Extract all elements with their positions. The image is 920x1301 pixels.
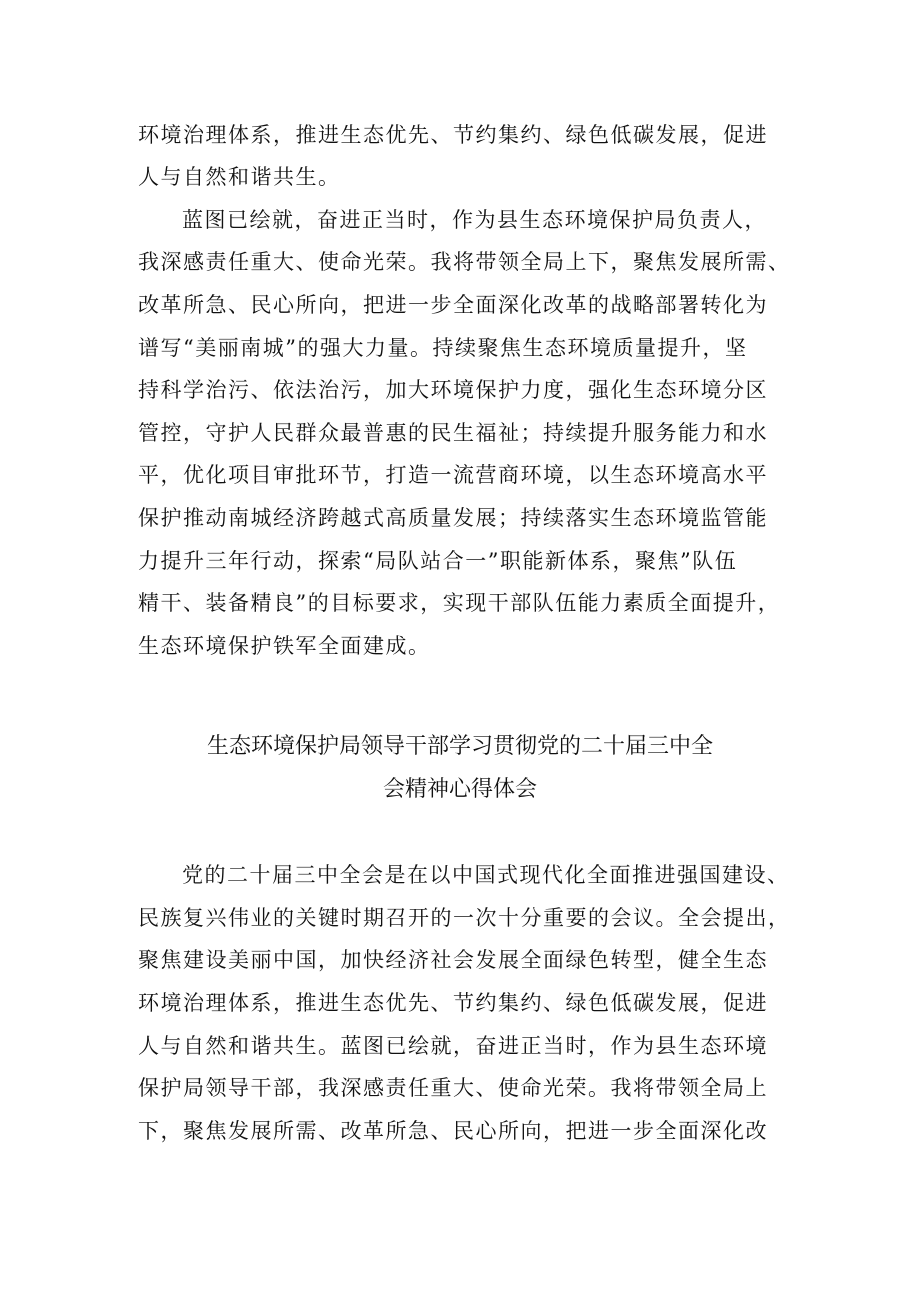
body-text-line: 环境治理体系，推进生态优先、节约集约、绿色低碳发展，促进 — [138, 123, 768, 147]
body-text-line: 精干、装备精良”的目标要求，实现干部队伍能力素质全面提升， — [138, 591, 781, 615]
body-text-line: 环境治理体系，推进生态优先、节约集约、绿色低碳发展，促进 — [138, 991, 768, 1015]
body-text-line: 改革所急、民心所向，把进一步全面深化改革的战略部署转化为 — [138, 293, 768, 317]
body-text-line: 平，优化项目审批环节，打造一流营商环境，以生态环境高水平 — [138, 463, 768, 487]
paragraph-start-line: 党的二十届三中全会是在以中国式现代化全面推进强国建设、 — [182, 863, 790, 887]
article-title-line-1: 生态环境保护局领导干部学习贯彻党的二十届三中全 — [206, 734, 713, 759]
body-text-line: 我深感责任重大、使命光荣。我将带领全局上下，聚焦发展所需、 — [138, 250, 791, 274]
body-text-line: 力提升三年行动，探索“局队站合一”职能新体系，聚焦”队伍 — [138, 549, 738, 573]
body-text-line: 民族复兴伟业的关键时期召开的一次十分重要的会议。全会提出， — [138, 906, 791, 930]
body-text-line: 人与自然和谐共生。蓝图已绘就，奋进正当时，作为县生态环境 — [138, 1034, 768, 1058]
body-text-line: 保护推动南城经济跨越式高质量发展；持续落实生态环境监管能 — [138, 506, 768, 530]
paragraph-start-line: 蓝图已绘就，奋进正当时，作为县生态环境保护局负责人， — [182, 208, 767, 232]
body-text-line: 保护局领导干部，我深感责任重大、使命光荣。我将带领全局上 — [138, 1076, 768, 1100]
body-text-line: 管控，守护人民群众最普惠的民生福祉；持续提升服务能力和水 — [138, 421, 768, 445]
article-title-line-2: 会精神心得体会 — [382, 777, 537, 802]
body-text-line: 生态环境保护铁军全面建成。 — [138, 634, 431, 658]
body-text-line: 下，聚焦发展所需、改革所急、民心所向，把进一步全面深化改 — [138, 1119, 768, 1143]
body-text-line: 聚焦建设美丽中国，加快经济社会发展全面绿色转型，健全生态 — [138, 948, 768, 972]
body-text-line: 谱写“美丽南城”的强大力量。持续聚焦生态环境质量提升，坚 — [138, 336, 748, 360]
body-text-line: 人与自然和谐共生。 — [138, 165, 341, 189]
body-text-line: 持科学治污、依法治污，加大环境保护力度，强化生态环境分区 — [138, 378, 768, 402]
